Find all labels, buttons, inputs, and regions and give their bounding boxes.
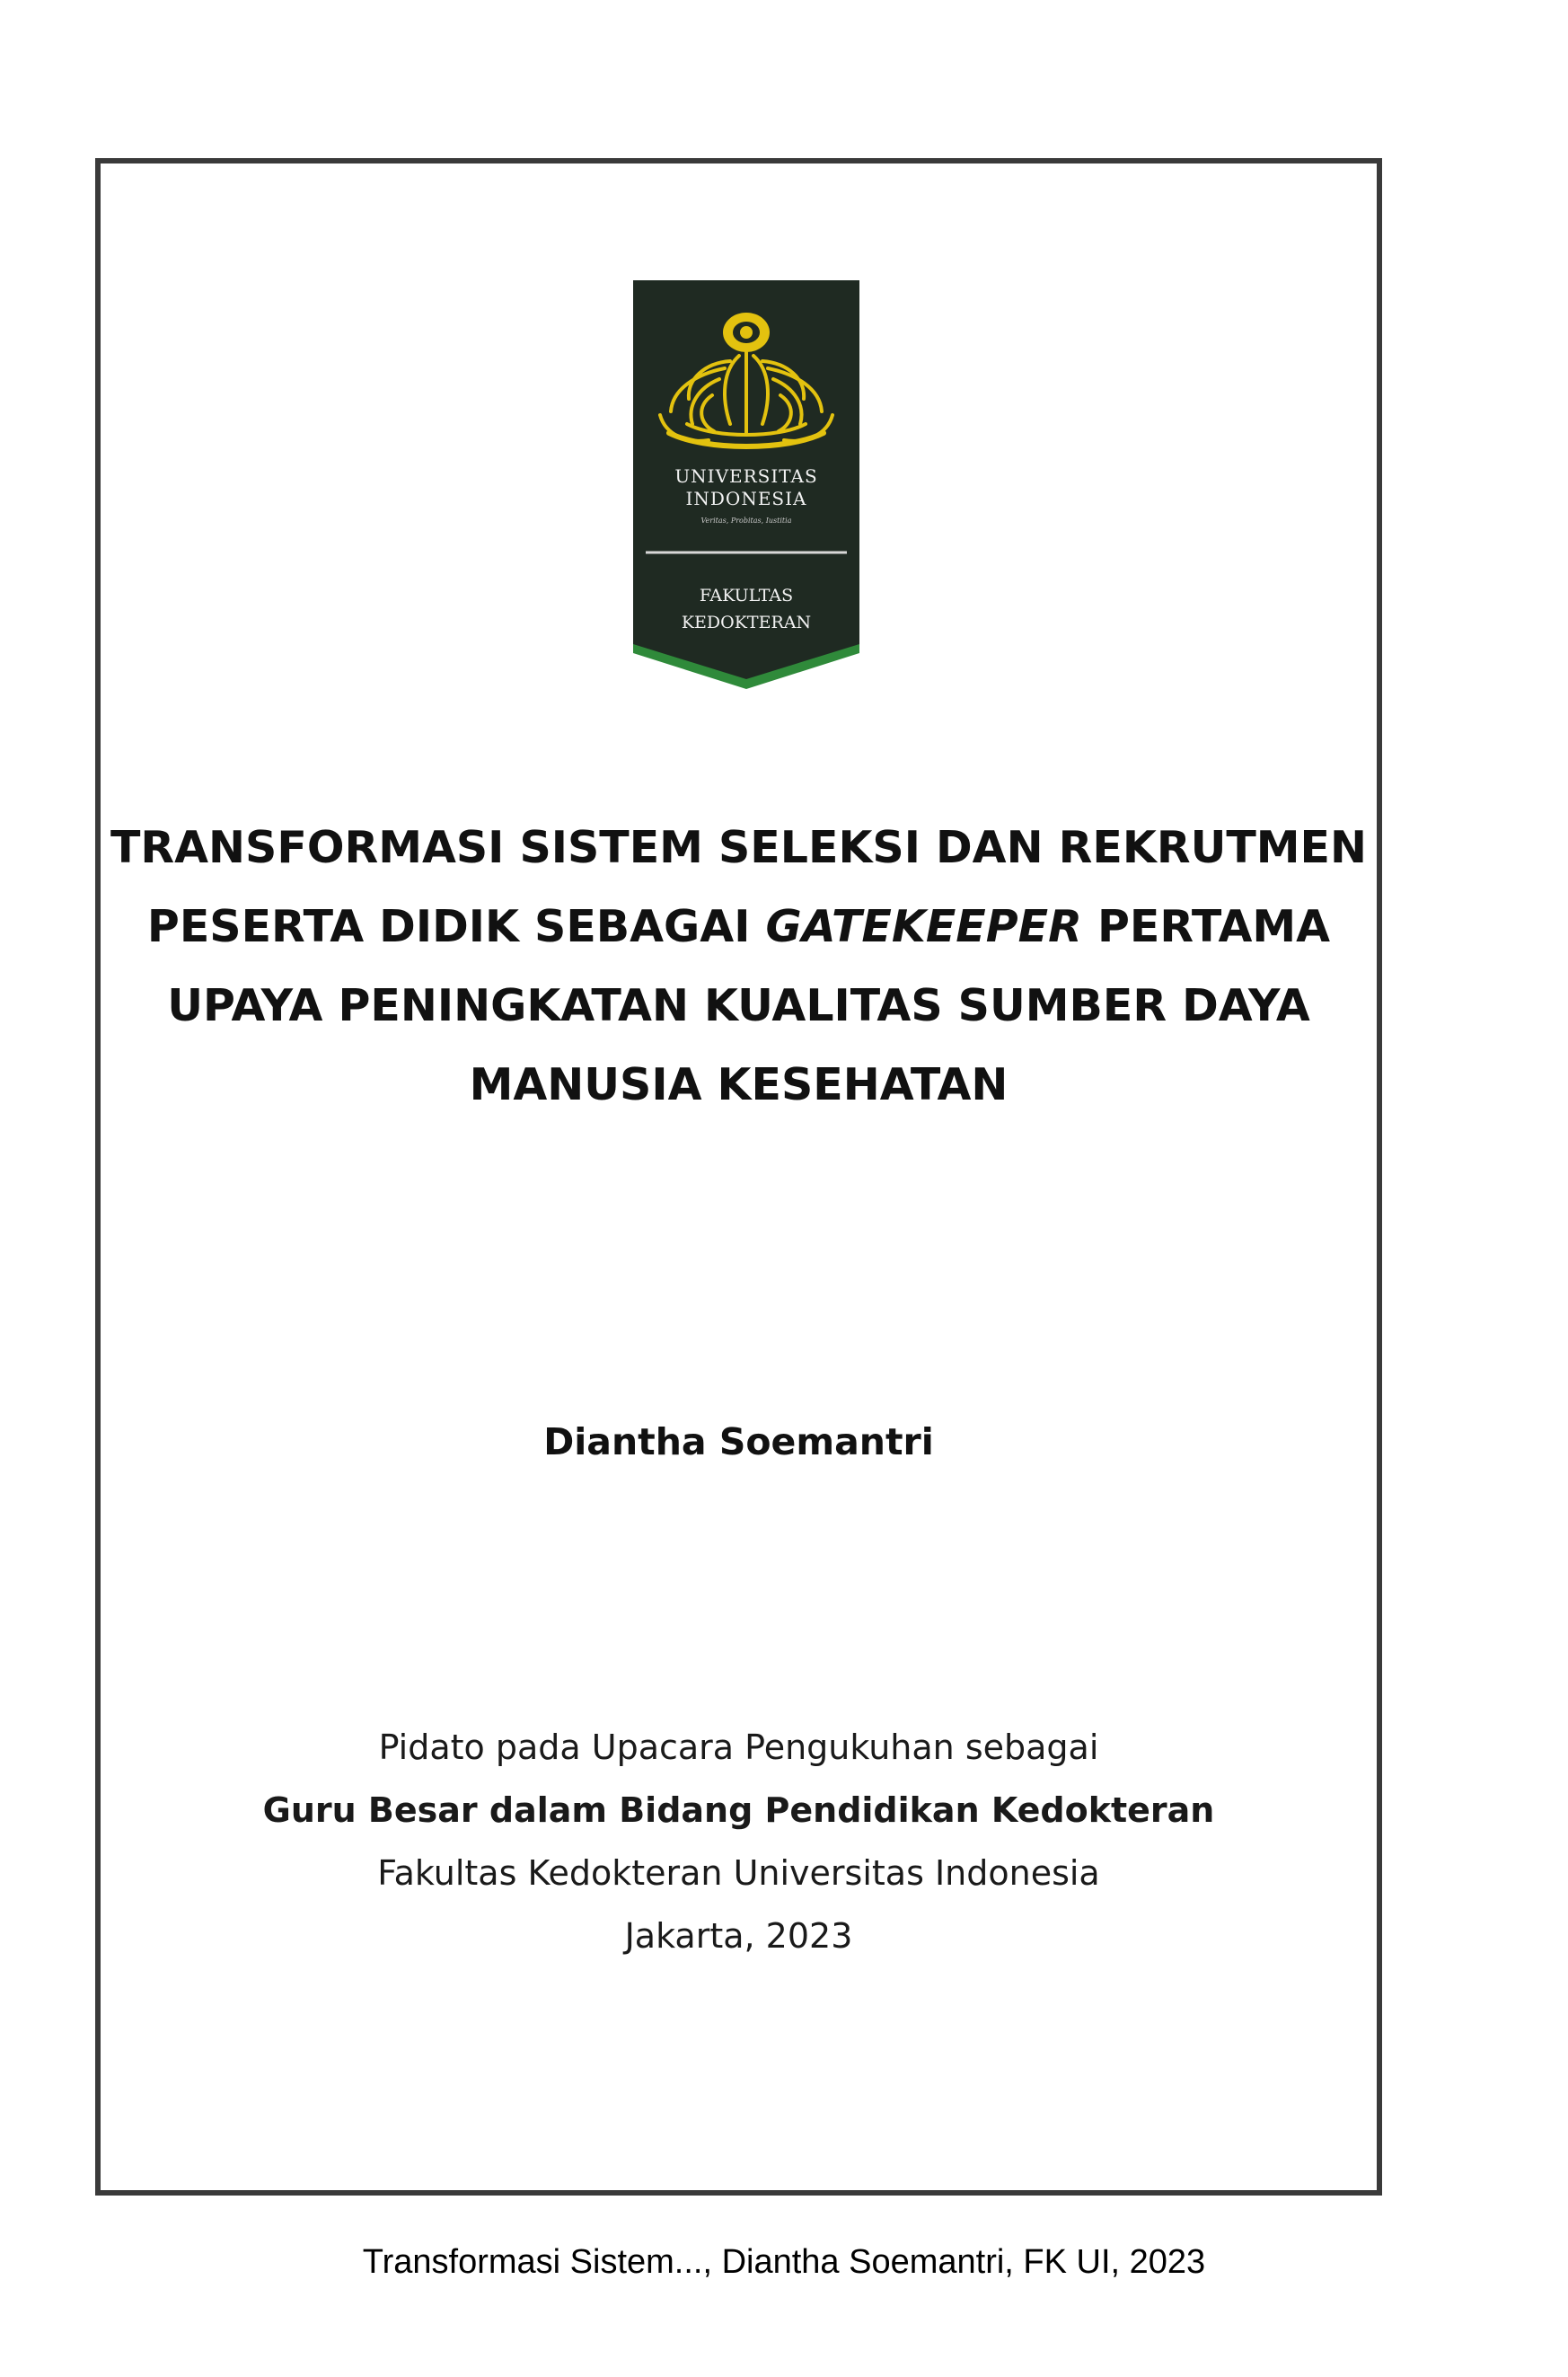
speech-info xyxy=(95,1716,1382,1967)
page-footer: Transformasi Sistem..., Diantha Soemantri, FK UI, 2023 xyxy=(362,2243,1206,2281)
author-name: Diantha Soemantri xyxy=(543,1420,934,1463)
speech-line-4: Jakarta, 2023 xyxy=(624,1916,853,1956)
logo-university-line2: INDONESIA xyxy=(685,488,807,509)
title-line-2-suffix: PERTAMA xyxy=(1081,901,1331,952)
speech-line-3: Fakultas Kedokteran Universitas Indonesia xyxy=(377,1853,1100,1893)
logo-faculty-line2: KEDOKTERAN xyxy=(681,613,812,632)
title-line-2-italic: GATEKEEPER xyxy=(765,901,1082,952)
speech-line-1: Pidato pada Upacara Pengukuhan sebagai xyxy=(378,1728,1099,1767)
logo-banner xyxy=(633,280,859,689)
logo-university-line1: UNIVERSITAS xyxy=(674,465,818,487)
logo-faculty-line1: FAKULTAS xyxy=(699,586,794,605)
title-line-2-prefix: PESERTA DIDIK SEBAGAI xyxy=(146,901,766,952)
faculty-logo xyxy=(633,280,859,689)
title-line-4: MANUSIA KESEHATAN xyxy=(469,1059,1009,1110)
title-line-2 xyxy=(95,888,1382,967)
logo-motto: Veritas, Probitas, Iustitia xyxy=(700,517,792,525)
speech-line-2: Guru Besar dalam Bidang Pendidikan Kedokteran xyxy=(262,1790,1215,1830)
title-line-3: UPAYA PENINGKATAN KUALITAS SUMBER DAYA xyxy=(167,980,1310,1031)
document-title xyxy=(95,809,1382,1125)
title-line-1: TRANSFORMASI SISTEM SELEKSI DAN REKRUTMEN xyxy=(110,822,1368,873)
